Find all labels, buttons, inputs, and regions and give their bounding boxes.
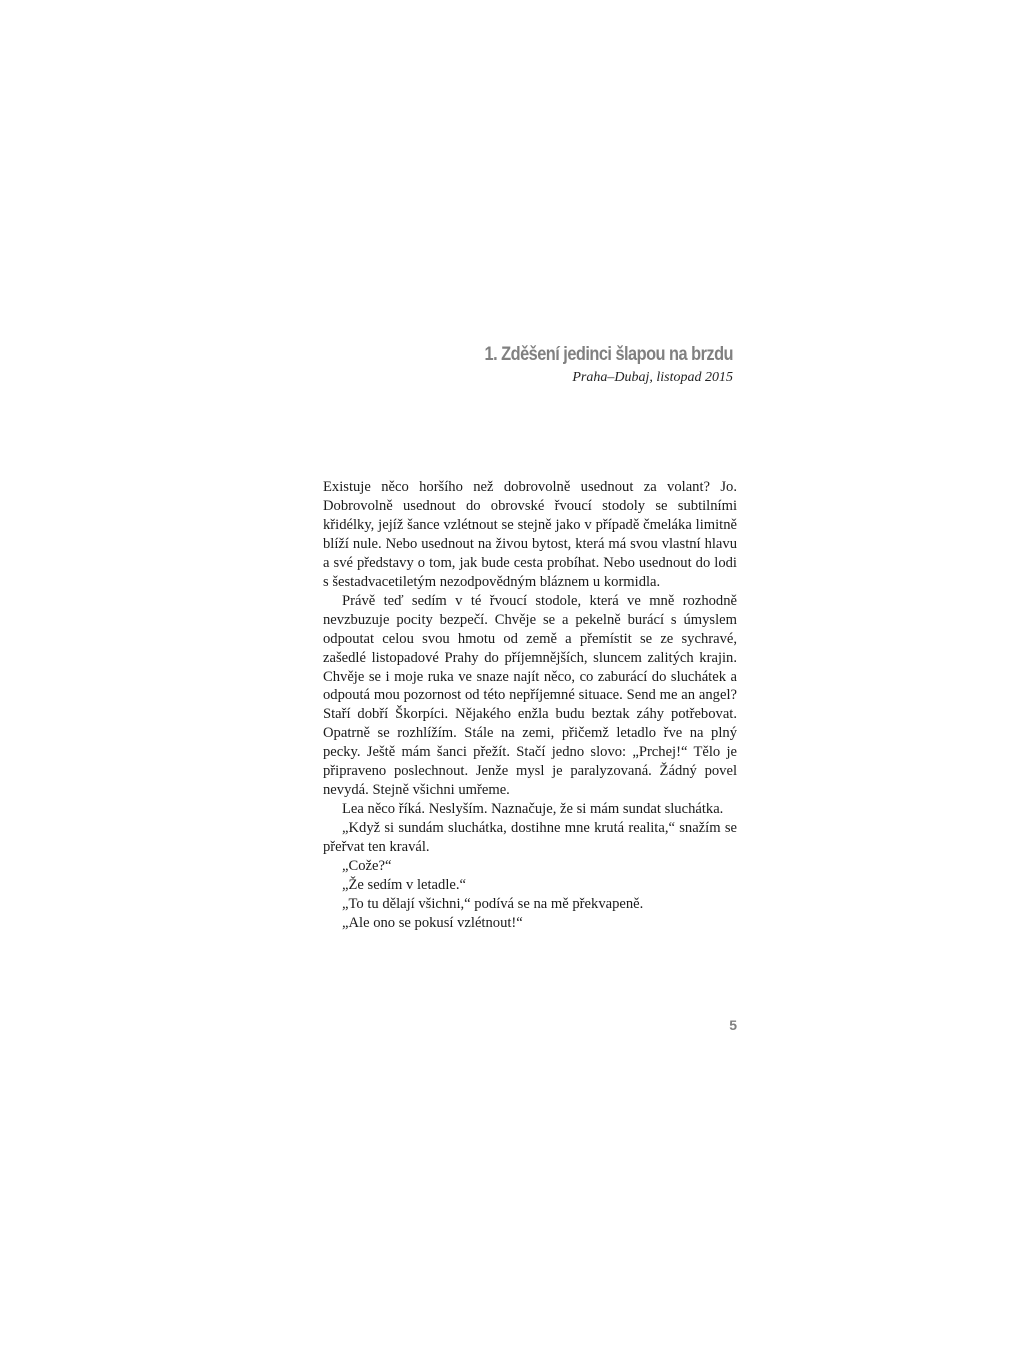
paragraph: „Když si sundám sluchátka, dostihne mne krutá realita,“ snažím se přeřvat ten kravál. — [323, 820, 737, 856]
chapter-title: 1. Zděšení jedinci šlapou na brzdu — [484, 344, 733, 365]
body-text — [323, 478, 737, 933]
paragraph: Lea něco říká. Neslyším. Naznačuje, že si mám sundat sluchátka. — [342, 801, 724, 818]
paragraph: „Cože?“ — [342, 858, 392, 875]
chapter-header — [323, 343, 733, 387]
chapter-subtitle: Praha–Dubaj, listopad 2015 — [572, 370, 733, 385]
paragraph: „Že sedím v letadle.“ — [342, 877, 466, 894]
paragraph: Existuje něco horšího než dobrovolně usednout za volant? Jo. Dobrovolně usednout do obrovské řvoucí stodoly se subtilními křidélky, jejíž šance vzlétnout se stejně jako v případě čmeláka limitně blíží nule. Nebo usednout na živou bytost, která má svou vlastní hlavu a své představy o tom, jak bude cesta probíhat. Nebo usednout do lodi s šestadvacetiletým nezodpovědným bláznem u kormidla. — [323, 479, 737, 590]
paragraph: Právě teď sedím v té řvoucí stodole, která ve mně rozhodně nevzbuzuje pocity bezpečí. Chvěje se a pekelně burácí s úmyslem odpoutat celou svou hmotu od země a přemístit se ze sychravé, zašedlé listopadové Prahy do příjemnějších, sluncem zalitých krajin. Chvěje se i moje ruka ve snaze najít něco, co zaburácí do sluchátek a odpoutá mou pozornost od této nepříjemné situace. Send me an angel? Staří dobří Škorpíci. Nějakého enžla budu beztak záhy potřebovat. Opatrně se rozhlížím. Stále na zemi, přičemž letadlo řve na plný pecky. Ještě mám šanci přežít. Stačí jedno slovo: „Prchej!“ Tělo je připraveno poslechnout. Jenže mysl je paralyzovaná. Žádný povel nevydá. Stejně všichni umřeme. — [323, 592, 737, 799]
paragraph: „To tu dělají všichni,“ podívá se na mě překvapeně. — [342, 895, 644, 912]
paragraph: „Ale ono se pokusí vzlétnout!“ — [342, 914, 523, 931]
page-number: 5 — [729, 1017, 737, 1033]
